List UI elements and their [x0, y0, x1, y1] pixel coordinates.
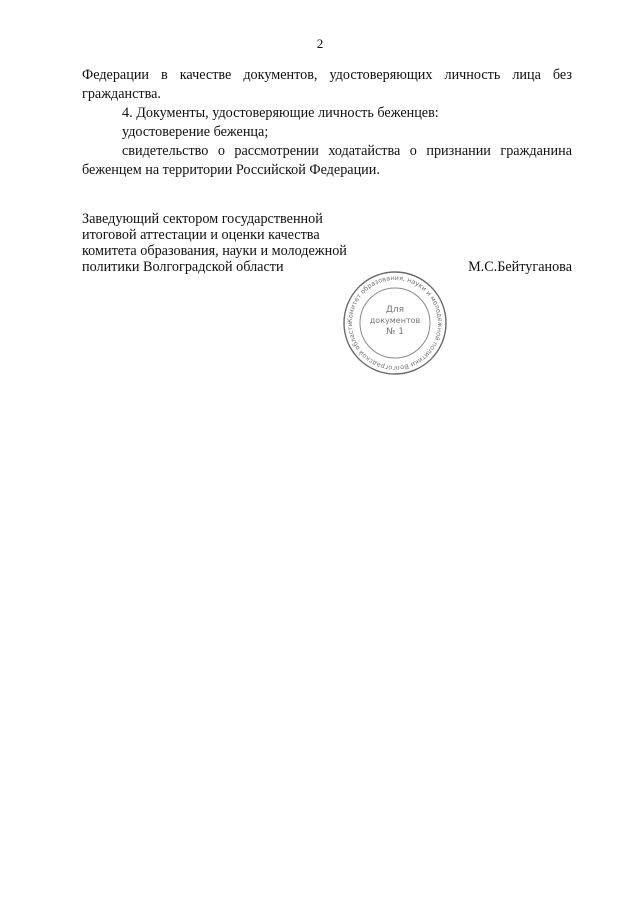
stamp-center-line-2: документов — [369, 316, 421, 325]
paragraph-1-line-2: гражданства. — [82, 86, 161, 102]
paragraph-1-line-1: Федерации в качестве документов, удостоверяющих личность лица без — [82, 67, 572, 83]
paragraph-3: удостоверение беженца; — [122, 124, 269, 140]
paragraph-4-line-1: свидетельство о рассмотрении ходатайства о признании гражданина — [122, 143, 572, 159]
signature-position-line-2: итоговой аттестации и оценки качества — [82, 227, 320, 243]
signer-name: М.С.Бейтуганова — [468, 259, 572, 275]
stamp-center-line-1: Для — [385, 305, 405, 315]
signature-block — [82, 211, 572, 275]
official-stamp-icon — [342, 270, 448, 376]
stamp-center-line-3: № 1 — [386, 327, 404, 337]
signature-position-line-1: Заведующий сектором государственной — [82, 211, 323, 227]
signature-position-line-4: политики Волгоградской области — [82, 259, 284, 275]
paragraph-4-line-2: беженцем на территории Российской Федерации. — [82, 162, 380, 178]
document-body — [82, 66, 572, 180]
signature-position-line-3: комитета образования, науки и молодежной — [82, 243, 347, 259]
stamp-ring-text: Комитет образования, науки и молодежной политики Волгоградской области — [345, 273, 445, 373]
paragraph-2: 4. Документы, удостоверяющие личность беженцев: — [122, 105, 439, 121]
page-number: 2 — [316, 36, 324, 51]
